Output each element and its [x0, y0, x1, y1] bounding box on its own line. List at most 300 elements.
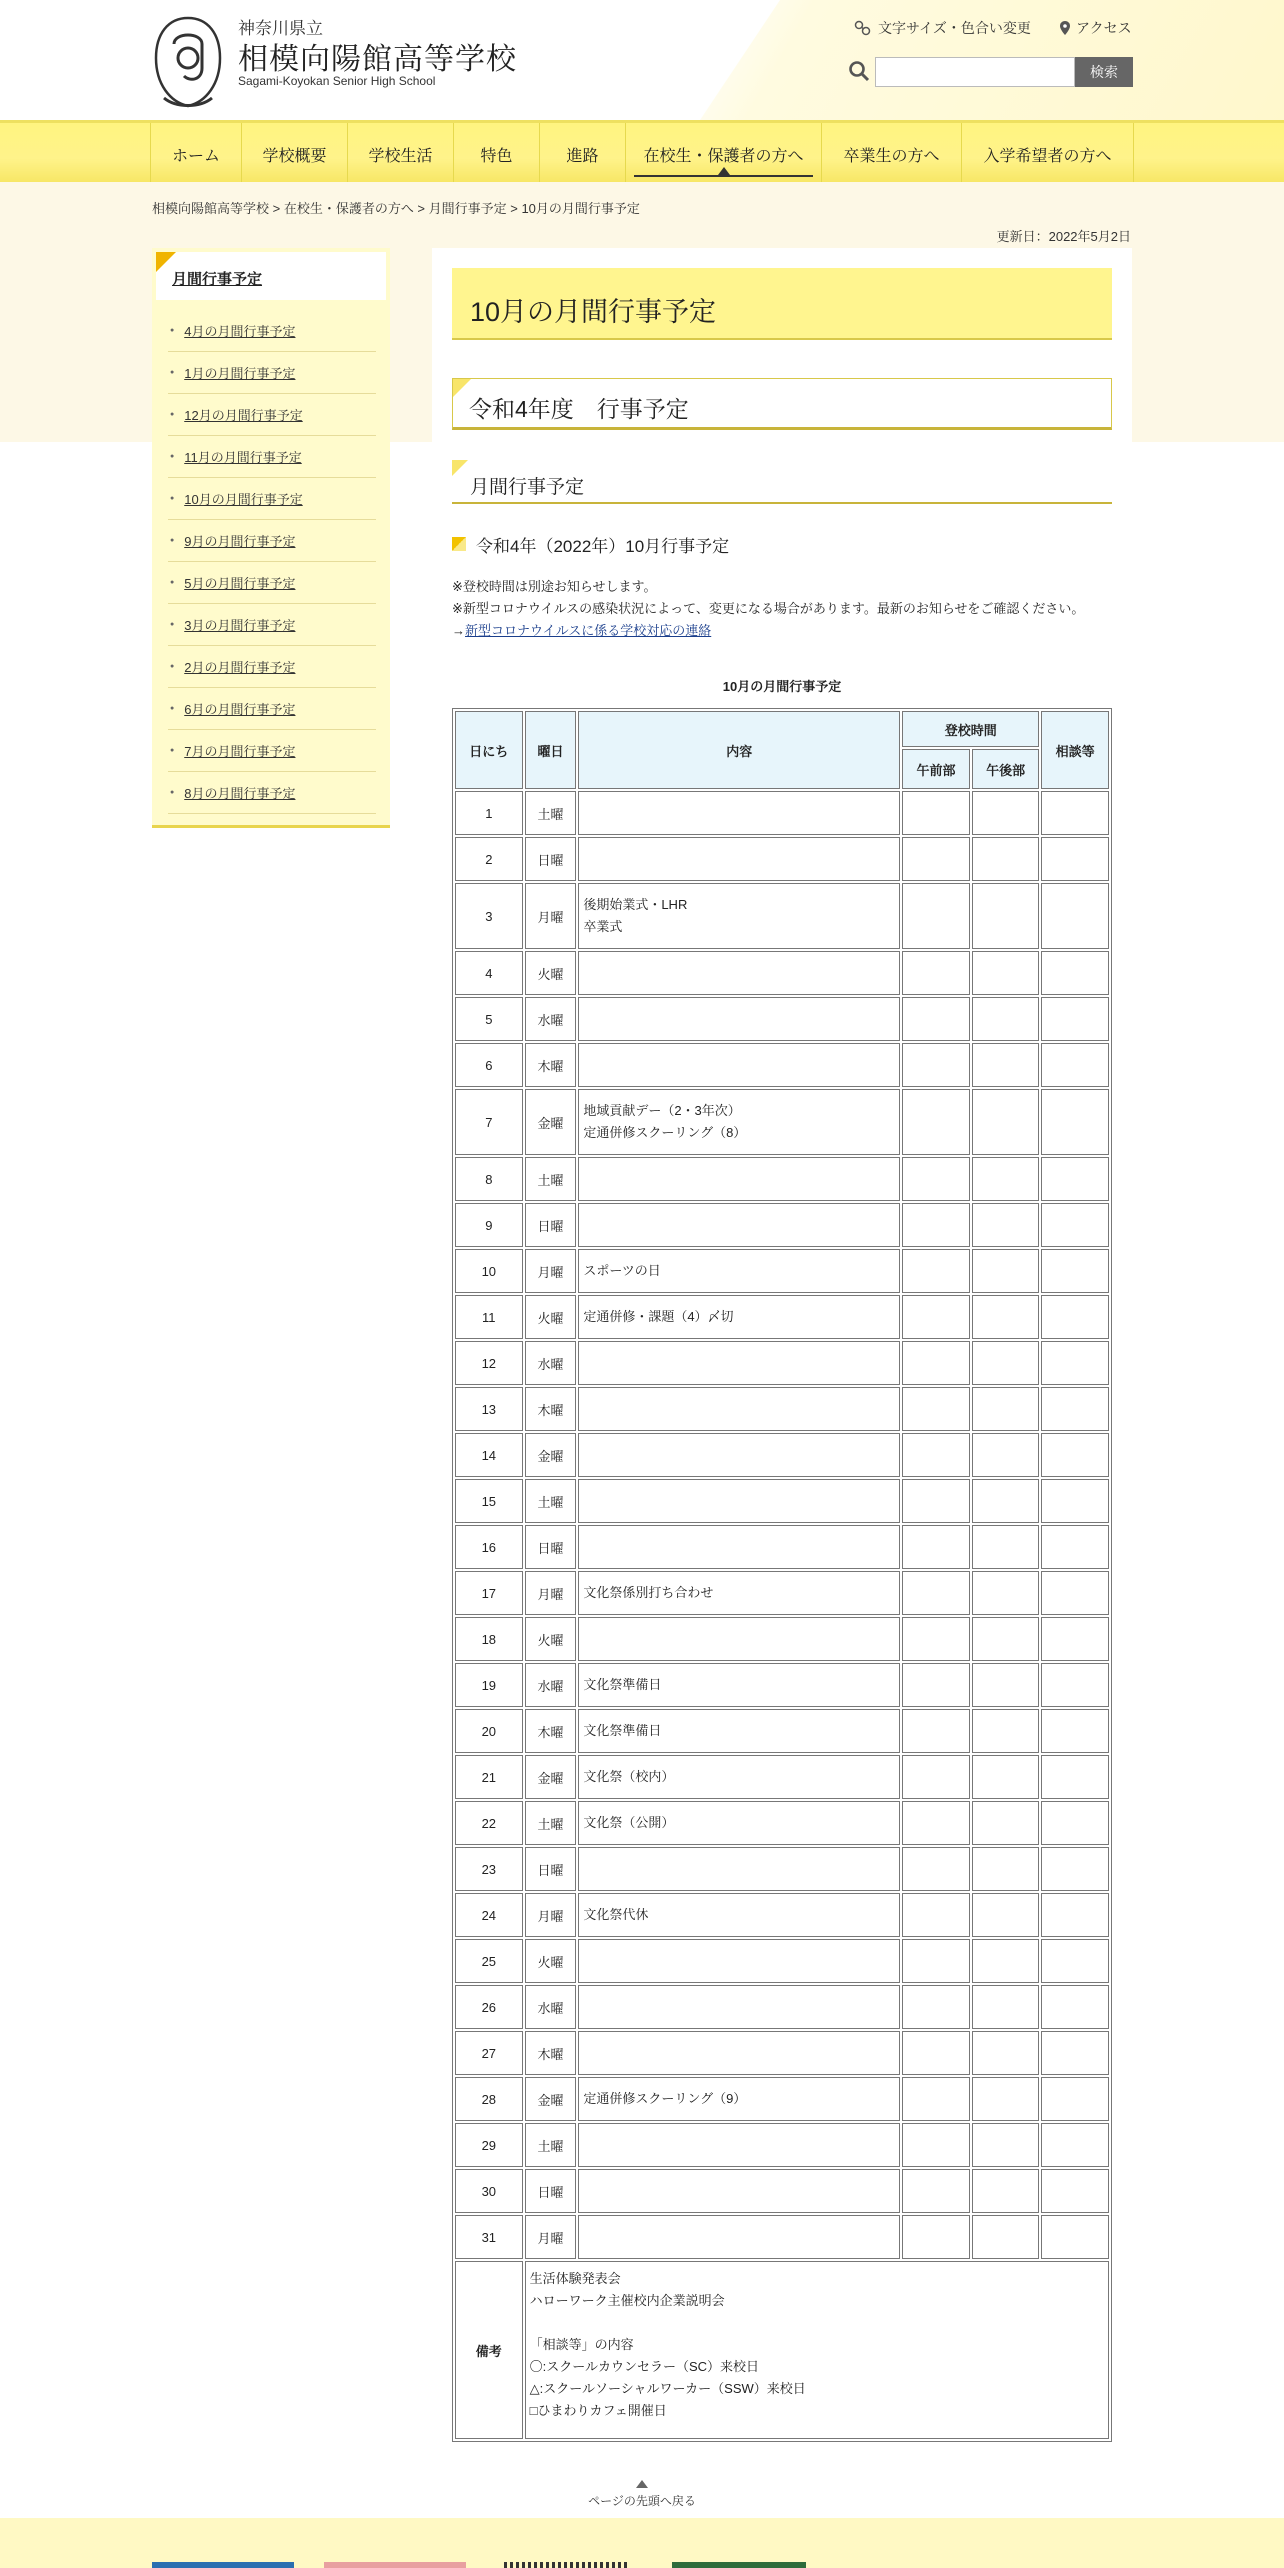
content-cell	[578, 2123, 900, 2167]
sidebar-item-link[interactable]: ● 9月の月間行事予定	[184, 534, 296, 549]
am-cell	[902, 1709, 970, 1753]
consult-cell	[1041, 1203, 1109, 1247]
consult-cell	[1041, 1089, 1109, 1155]
school-emblem-icon[interactable]	[150, 14, 226, 110]
consult-cell	[1041, 2169, 1109, 2213]
nav-item-features[interactable]: 特色	[454, 123, 540, 185]
nav-item-graduates[interactable]: 卒業生の方へ	[822, 123, 962, 185]
sidebar-title-box[interactable]	[156, 252, 386, 300]
content-cell: 定通併修・課題（4）〆切	[578, 1295, 900, 1339]
table-row	[455, 2123, 1109, 2167]
table-row	[455, 837, 1109, 881]
table-row	[455, 1617, 1109, 1661]
sidebar-item[interactable]	[168, 520, 376, 562]
notes	[452, 576, 1112, 642]
am-cell	[902, 2123, 970, 2167]
content-cell: 文化祭（公開）	[578, 1801, 900, 1845]
am-cell	[902, 1663, 970, 1707]
table-row	[455, 1341, 1109, 1385]
content-cell	[578, 1985, 900, 2029]
table-row	[455, 1985, 1109, 2029]
header-day: 日にち	[455, 711, 523, 789]
table-row	[455, 791, 1109, 835]
weekday-cell: 日曜	[525, 2169, 577, 2213]
pm-cell	[972, 1709, 1040, 1753]
day-cell: 31	[455, 2215, 523, 2259]
consult-cell	[1041, 1709, 1109, 1753]
pm-cell	[972, 1985, 1040, 2029]
day-cell: 1	[455, 791, 523, 835]
table-row	[455, 1433, 1109, 1477]
sidebar-title[interactable]: 月間行事予定	[172, 271, 263, 288]
content-cell	[578, 951, 900, 995]
weekday-cell: 火曜	[525, 1295, 577, 1339]
am-cell	[902, 1755, 970, 1799]
schedule-heading: 令和4年（2022年）10月行事予定	[476, 536, 730, 556]
consult-cell	[1041, 2123, 1109, 2167]
content-cell	[578, 1847, 900, 1891]
am-cell	[902, 883, 970, 949]
weekday-cell: 月曜	[525, 2215, 577, 2259]
weekday-cell: 土曜	[525, 1479, 577, 1523]
sidebar-item-link[interactable]: ● 2月の月間行事予定	[184, 660, 296, 675]
day-cell: 18	[455, 1617, 523, 1661]
content-cell: 後期始業式・LHR 卒業式	[578, 883, 900, 949]
table-row	[455, 1755, 1109, 1799]
day-cell: 28	[455, 2077, 523, 2121]
table-row	[455, 1663, 1109, 1707]
content-cell: 文化祭準備日	[578, 1709, 900, 1753]
day-cell: 24	[455, 1893, 523, 1937]
am-cell	[902, 791, 970, 835]
consult-cell	[1041, 1893, 1109, 1937]
content-cell: 定通併修スクーリング（9）	[578, 2077, 900, 2121]
access-label: アクセス	[1076, 20, 1132, 36]
updated-date: 更新日：2022年5月2日	[996, 229, 1131, 244]
am-cell	[902, 1295, 970, 1339]
weekday-cell: 金曜	[525, 2077, 577, 2121]
pm-cell	[972, 1433, 1040, 1477]
nav-item-home[interactable]: ホーム	[150, 123, 242, 185]
table-row	[455, 2169, 1109, 2213]
header-weekday: 曜日	[525, 711, 577, 789]
consult-cell	[1041, 1663, 1109, 1707]
search-button[interactable]: 検索	[1075, 57, 1133, 87]
content-cell	[578, 2169, 900, 2213]
note-line	[452, 620, 1112, 642]
day-cell: 7	[455, 1089, 523, 1155]
pm-cell	[972, 1847, 1040, 1891]
pm-cell	[972, 1479, 1040, 1523]
sidebar-item-link[interactable]: ● 6月の月間行事予定	[184, 702, 296, 717]
global-nav	[0, 120, 1284, 182]
consult-cell	[1041, 1479, 1109, 1523]
am-cell	[902, 2077, 970, 2121]
consult-cell	[1041, 791, 1109, 835]
day-cell: 21	[455, 1755, 523, 1799]
table-row	[455, 883, 1109, 949]
footer-banner[interactable]	[152, 2562, 294, 2568]
global-nav-list	[150, 123, 1134, 185]
pm-cell	[972, 1939, 1040, 1983]
search-icon	[848, 60, 870, 82]
note-line: ※登校時間は別途お知らせします。	[452, 579, 657, 594]
am-cell	[902, 2215, 970, 2259]
consult-cell	[1041, 1433, 1109, 1477]
consult-cell	[1041, 1847, 1109, 1891]
content-cell	[578, 2215, 900, 2259]
pm-cell	[972, 1043, 1040, 1087]
content-cell: 文化祭代休	[578, 1893, 900, 1937]
sidebar-item[interactable]	[168, 394, 376, 436]
consult-cell	[1041, 1341, 1109, 1385]
content-cell	[578, 1479, 900, 1523]
table-row	[455, 951, 1109, 995]
consult-cell	[1041, 1525, 1109, 1569]
weekday-cell: 土曜	[525, 1157, 577, 1201]
page-title: 10月の月間行事予定	[470, 297, 717, 327]
am-cell	[902, 1847, 970, 1891]
day-cell: 27	[455, 2031, 523, 2075]
consult-cell	[1041, 1755, 1109, 1799]
sidebar-item[interactable]	[168, 772, 376, 814]
covid-notice-link[interactable]: 新型コロナウイルスに係る学校対応の連絡	[465, 623, 712, 638]
remarks-content: 生活体験発表会 ハローワーク主催校内企業説明会 「相談等」の内容 〇:スクールカウンセラー（SC）来校日 △:スクールソーシャルワーカー（SSW）来校日 □ひまわりカフェ開催日	[525, 2261, 1109, 2439]
sidebar-list	[168, 310, 376, 814]
table-row	[455, 1479, 1109, 1523]
font-color-settings-link[interactable]	[854, 18, 1031, 38]
footer-banner[interactable]	[672, 2562, 806, 2568]
note-arrow: →	[452, 623, 465, 638]
consult-cell	[1041, 1801, 1109, 1845]
sidebar-item-link[interactable]: ● 10月の月間行事予定	[184, 492, 303, 507]
weekday-cell: 金曜	[525, 1755, 577, 1799]
pm-cell	[972, 2215, 1040, 2259]
content-cell	[578, 1341, 900, 1385]
pm-cell	[972, 2123, 1040, 2167]
sidebar-item-link[interactable]: ● 12月の月間行事予定	[184, 408, 303, 423]
consult-cell	[1041, 883, 1109, 949]
header-content: 内容	[578, 711, 900, 789]
footer-banner[interactable]	[324, 2562, 466, 2568]
weekday-cell: 水曜	[525, 997, 577, 1041]
sidebar-item[interactable]	[168, 646, 376, 688]
consult-cell	[1041, 951, 1109, 995]
page-top-label: ページの先頭へ戻る	[588, 2494, 696, 2508]
day-cell: 11	[455, 1295, 523, 1339]
table-row	[455, 1525, 1109, 1569]
table-row	[455, 1893, 1109, 1937]
consult-cell	[1041, 2031, 1109, 2075]
pm-cell	[972, 1663, 1040, 1707]
table-row	[455, 1571, 1109, 1615]
sidebar	[152, 248, 390, 828]
pm-cell	[972, 883, 1040, 949]
am-cell	[902, 1433, 970, 1477]
day-cell: 22	[455, 1801, 523, 1845]
pm-cell	[972, 2031, 1040, 2075]
consult-cell	[1041, 1387, 1109, 1431]
schedule-table	[452, 708, 1112, 2442]
weekday-cell: 土曜	[525, 791, 577, 835]
note-line: ※新型コロナウイルスの感染状況によって、変更になる場合があります。最新のお知らせをご確認ください。	[452, 601, 1085, 616]
am-cell	[902, 1801, 970, 1845]
content-cell	[578, 1433, 900, 1477]
consult-cell	[1041, 1571, 1109, 1615]
am-cell	[902, 2169, 970, 2213]
sidebar-item-link[interactable]: ● 1月の月間行事予定	[184, 366, 296, 381]
pm-cell	[972, 2169, 1040, 2213]
pm-cell	[972, 1893, 1040, 1937]
day-cell: 23	[455, 1847, 523, 1891]
weekday-cell: 水曜	[525, 1663, 577, 1707]
sidebar-item-link[interactable]: ● 5月の月間行事予定	[184, 576, 296, 591]
weekday-cell: 日曜	[525, 1847, 577, 1891]
section-heading-box	[452, 378, 1112, 430]
am-cell	[902, 1939, 970, 1983]
header-consult: 相談等	[1041, 711, 1109, 789]
map-pin-icon	[1060, 21, 1070, 35]
sidebar-item-link[interactable]: ● 4月の月間行事予定	[184, 324, 296, 339]
sidebar-item-link[interactable]: ● 8月の月間行事予定	[184, 786, 296, 801]
weekday-cell: 日曜	[525, 1525, 577, 1569]
sidebar-item[interactable]	[168, 478, 376, 520]
pm-cell	[972, 1525, 1040, 1569]
table-caption: 10月の月間行事予定	[722, 679, 842, 694]
am-cell	[902, 1043, 970, 1087]
remarks-label: 備考	[455, 2261, 523, 2439]
access-link[interactable]	[1060, 18, 1132, 38]
table-row	[455, 1939, 1109, 1983]
am-cell	[902, 1617, 970, 1661]
day-cell: 9	[455, 1203, 523, 1247]
nav-item-overview[interactable]: 学校概要	[242, 123, 348, 185]
header-am: 午前部	[902, 749, 970, 789]
day-cell: 14	[455, 1433, 523, 1477]
section-heading: 令和4年度 行事予定	[469, 396, 689, 422]
consult-cell	[1041, 1249, 1109, 1293]
am-cell	[902, 1479, 970, 1523]
day-cell: 2	[455, 837, 523, 881]
am-cell	[902, 1387, 970, 1431]
am-cell	[902, 1203, 970, 1247]
am-cell	[902, 1525, 970, 1569]
am-cell	[902, 1089, 970, 1155]
sidebar-item-link[interactable]: ● 3月の月間行事予定	[184, 618, 296, 633]
nav-item-career[interactable]: 進路	[540, 123, 626, 185]
pm-cell	[972, 1295, 1040, 1339]
content-cell: 地域貢献デー（2・3年次） 定通併修スクーリング（8）	[578, 1089, 900, 1155]
sidebar-item-link[interactable]: ● 11月の月間行事予定	[184, 450, 302, 465]
pm-cell	[972, 1617, 1040, 1661]
pm-cell	[972, 1089, 1040, 1155]
sidebar-item[interactable]	[168, 436, 376, 478]
weekday-cell: 日曜	[525, 837, 577, 881]
am-cell	[902, 951, 970, 995]
am-cell	[902, 1571, 970, 1615]
content-cell: 文化祭係別打ち合わせ	[578, 1571, 900, 1615]
day-cell: 19	[455, 1663, 523, 1707]
header-pm: 午後部	[972, 749, 1040, 789]
footer-banner[interactable]	[504, 2562, 628, 2568]
day-cell: 29	[455, 2123, 523, 2167]
weekday-cell: 金曜	[525, 1433, 577, 1477]
sidebar-item-link[interactable]: ● 7月の月間行事予定	[184, 744, 296, 759]
table-row	[455, 1295, 1109, 1339]
consult-cell	[1041, 1939, 1109, 1983]
weekday-cell: 月曜	[525, 1893, 577, 1937]
prefecture-label: 神奈川県立	[238, 19, 323, 38]
content-cell: 文化祭準備日	[578, 1663, 900, 1707]
weekday-cell: 木曜	[525, 1043, 577, 1087]
table-row	[455, 1089, 1109, 1155]
pm-cell	[972, 1157, 1040, 1201]
am-cell	[902, 997, 970, 1041]
consult-cell	[1041, 2215, 1109, 2259]
day-cell: 3	[455, 883, 523, 949]
consult-cell	[1041, 837, 1109, 881]
table-row	[455, 1203, 1109, 1247]
pm-cell	[972, 1203, 1040, 1247]
am-cell	[902, 2031, 970, 2075]
pm-cell	[972, 1387, 1040, 1431]
content-cell	[578, 1387, 900, 1431]
table-row	[455, 1157, 1109, 1201]
content-cell	[578, 2031, 900, 2075]
consult-cell	[1041, 1985, 1109, 2029]
weekday-cell: 水曜	[525, 1985, 577, 2029]
day-cell: 30	[455, 2169, 523, 2213]
weekday-cell: 日曜	[525, 1203, 577, 1247]
content-cell	[578, 1525, 900, 1569]
table-row	[455, 2031, 1109, 2075]
header-attendance: 登校時間	[902, 711, 1039, 747]
am-cell	[902, 1893, 970, 1937]
table-row	[455, 1709, 1109, 1753]
table-row	[455, 2077, 1109, 2121]
weekday-cell: 月曜	[525, 1249, 577, 1293]
nav-item-applicants[interactable]: 入学希望者の方へ	[962, 123, 1134, 185]
pm-cell	[972, 1341, 1040, 1385]
consult-cell	[1041, 1295, 1109, 1339]
day-cell: 4	[455, 951, 523, 995]
day-cell: 12	[455, 1341, 523, 1385]
font-color-settings-label: 文字サイズ・色合い変更	[878, 20, 1031, 36]
school-name-en: Sagami-Koyokan Senior High School	[238, 74, 436, 88]
sidebar-item[interactable]	[168, 562, 376, 604]
table-row	[455, 997, 1109, 1041]
weekday-cell: 土曜	[525, 2123, 577, 2167]
pm-cell	[972, 1249, 1040, 1293]
weekday-cell: 月曜	[525, 1571, 577, 1615]
pm-cell	[972, 1801, 1040, 1845]
square-bullet-icon	[452, 537, 466, 551]
subsection-heading: 月間行事予定	[470, 477, 585, 498]
day-cell: 20	[455, 1709, 523, 1753]
sidebar-item[interactable]	[168, 730, 376, 772]
subsection-heading-box	[452, 460, 1112, 504]
breadcrumb[interactable]: 相模向陽館高等学校 > 在校生・保護者の方へ > 月間行事予定 > 10月の月間行事予定	[152, 201, 640, 216]
pm-cell	[972, 997, 1040, 1041]
content-cell	[578, 1617, 900, 1661]
pm-cell	[972, 1755, 1040, 1799]
weekday-cell: 火曜	[525, 951, 577, 995]
consult-cell	[1041, 997, 1109, 1041]
day-cell: 6	[455, 1043, 523, 1087]
sidebar-item[interactable]	[168, 352, 376, 394]
pm-cell	[972, 951, 1040, 995]
consult-cell	[1041, 2077, 1109, 2121]
weekday-cell: 水曜	[525, 1341, 577, 1385]
pm-cell	[972, 791, 1040, 835]
pm-cell	[972, 837, 1040, 881]
consult-cell	[1041, 1043, 1109, 1087]
weekday-cell: 土曜	[525, 1801, 577, 1845]
content-cell: スポーツの日	[578, 1249, 900, 1293]
table-row	[455, 1801, 1109, 1845]
nav-item-students-parents[interactable]: 在校生・保護者の方へ	[626, 123, 822, 185]
am-cell	[902, 1249, 970, 1293]
day-cell: 16	[455, 1525, 523, 1569]
weekday-cell: 木曜	[525, 1709, 577, 1753]
content-cell	[578, 1939, 900, 1983]
school-name[interactable]: 相模向陽館高等学校	[238, 42, 517, 77]
content-cell	[578, 1043, 900, 1087]
content-cell	[578, 791, 900, 835]
weekday-cell: 木曜	[525, 1387, 577, 1431]
content-cell	[578, 1157, 900, 1201]
corner-decoration	[452, 460, 468, 476]
page-top-link[interactable]	[0, 2480, 1284, 2509]
am-cell	[902, 837, 970, 881]
table-row	[455, 2215, 1109, 2259]
schedule-body	[455, 791, 1109, 2259]
content-cell	[578, 837, 900, 881]
weekday-cell: 金曜	[525, 1089, 577, 1155]
day-cell: 10	[455, 1249, 523, 1293]
up-arrow-icon	[636, 2480, 648, 2488]
sidebar-item[interactable]	[168, 688, 376, 730]
day-cell: 25	[455, 1939, 523, 1983]
am-cell	[902, 1341, 970, 1385]
sidebar-item[interactable]	[168, 310, 376, 352]
schedule-heading-box	[452, 532, 729, 556]
nav-item-school-life[interactable]: 学校生活	[348, 123, 454, 185]
footer-band	[0, 2518, 1284, 2568]
table-row	[455, 1387, 1109, 1431]
weekday-cell: 火曜	[525, 1939, 577, 1983]
day-cell: 17	[455, 1571, 523, 1615]
day-cell: 5	[455, 997, 523, 1041]
day-cell: 8	[455, 1157, 523, 1201]
table-row	[455, 1249, 1109, 1293]
am-cell	[902, 1985, 970, 2029]
content-cell	[578, 1203, 900, 1247]
day-cell: 26	[455, 1985, 523, 2029]
page-title-box	[452, 268, 1112, 340]
consult-cell	[1041, 1157, 1109, 1201]
weekday-cell: 月曜	[525, 883, 577, 949]
sidebar-item[interactable]	[168, 604, 376, 646]
weekday-cell: 火曜	[525, 1617, 577, 1661]
content-cell	[578, 997, 900, 1041]
table-row	[455, 1043, 1109, 1087]
pm-cell	[972, 1571, 1040, 1615]
day-cell: 13	[455, 1387, 523, 1431]
pm-cell	[972, 2077, 1040, 2121]
search-input[interactable]	[875, 57, 1075, 87]
main-content	[432, 248, 1132, 2448]
